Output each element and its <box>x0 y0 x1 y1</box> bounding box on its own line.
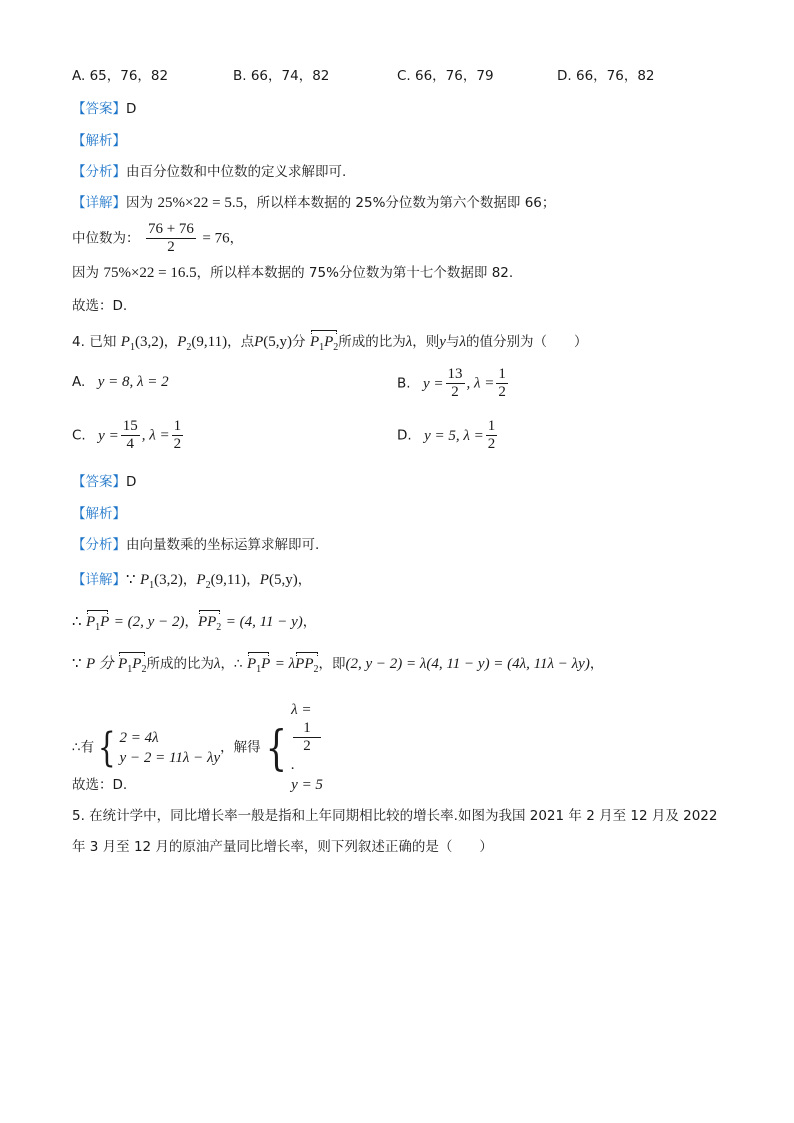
equation-system <box>120 728 221 768</box>
detail-text: 所成的比为 <box>146 656 214 672</box>
lambda-var: λ <box>405 334 413 350</box>
punct: ， <box>182 572 197 588</box>
detail-text: ，∴ <box>220 656 243 672</box>
vector-pp2: $PP_2$ <box>295 654 318 680</box>
stem-text: ，点 <box>227 334 255 350</box>
fraction-numerator: 15 <box>122 418 138 434</box>
q3-option-b: B. 66，74，82 <box>233 68 330 84</box>
fraction-numerator: 76 + 76 <box>147 221 194 237</box>
stem-text: 与 <box>445 334 460 350</box>
option-fraction <box>486 418 498 453</box>
option-fraction <box>172 418 184 453</box>
vector-value: = (4, 11 − y) <box>225 614 303 630</box>
fraction-denominator: 2 <box>167 239 175 255</box>
punct: ， <box>184 614 198 630</box>
q4-fenxi <box>72 535 319 555</box>
left-brace: { <box>265 719 287 776</box>
detail-text: ，所以样本数据的 25%分位数为第六个数据即 66； <box>243 195 556 211</box>
q4-detail-line1 <box>72 570 311 596</box>
therefore-you: ∴有 <box>72 739 95 756</box>
left-brace: { <box>97 724 116 771</box>
vector-p1p2: $P_1P_2$ <box>310 332 338 358</box>
q3-detail-line1 <box>72 193 555 213</box>
punct: ， <box>297 572 312 588</box>
vector-p1p: $P_1P$ <box>86 612 109 638</box>
q3-option-d: D. 66，76，82 <box>557 68 655 84</box>
point-p1: $P_1$ <box>140 572 155 591</box>
stem-text: ，则 <box>412 334 440 350</box>
y-var: y <box>439 334 446 350</box>
fenxi-tag: 【分析】 <box>72 164 126 180</box>
vector-value: = (2, y − 2) <box>113 614 185 630</box>
point-p1: $P_1$ <box>120 334 135 353</box>
lambda-var: λ <box>213 656 221 672</box>
lambda-var: λ <box>459 334 466 350</box>
option-expr: , λ = <box>141 427 170 444</box>
median-fraction <box>146 221 196 256</box>
fraction-numerator: 1 <box>173 418 182 434</box>
because-symbol: ∵ <box>126 572 136 588</box>
fraction-denominator: 2 <box>498 384 506 400</box>
q4-detail-line3 <box>72 654 603 680</box>
detail-text: ，即 <box>318 656 346 672</box>
q4-option-c <box>72 418 185 453</box>
equation-1: 2 = 4λ <box>119 729 159 746</box>
option-label: D. <box>397 427 412 444</box>
detail-tag: 【详解】 <box>72 195 126 211</box>
option-label: B. <box>397 375 411 392</box>
point-p2-coord: (9,11) <box>191 334 228 350</box>
option-expr: y = <box>98 427 119 444</box>
math-expr: = 76 <box>202 230 230 247</box>
option-expr: y = 5, λ = <box>424 427 484 444</box>
answer-value: D <box>126 101 137 117</box>
detail-tag: 【详解】 <box>72 572 126 588</box>
option-label: C. <box>72 427 86 444</box>
fraction-numerator: 1 <box>487 418 496 434</box>
detail-text: ，所以样本数据的 75%分位数为第十七个数据即 82. <box>196 265 514 281</box>
vector-p1p: $P_1P$ <box>247 654 270 680</box>
option-fraction <box>446 366 465 401</box>
q4-option-a <box>72 372 169 392</box>
stem-text: 所成的比为 <box>338 334 406 350</box>
option-label: A. <box>72 374 86 390</box>
punct: ， <box>229 230 244 247</box>
stem-text: 已知 <box>89 334 117 350</box>
option-fraction <box>496 366 508 401</box>
analysis-tag: 【解析】 <box>72 506 126 522</box>
q4-stem <box>72 332 587 358</box>
q3-median-line <box>72 221 243 256</box>
detail-text: P 分 <box>86 656 114 672</box>
q3-choose: 故选：D. <box>72 298 128 314</box>
fraction-denominator: 4 <box>126 436 134 452</box>
detail-text: ，解得 <box>220 739 261 756</box>
q4-option-d <box>397 418 499 453</box>
q3-option-a: A. 65，76，82 <box>72 68 169 84</box>
q5-stem-line2: 年 3 月至 12 月的原油产量同比增长率，则下列叙述正确的是（ ） <box>72 839 493 855</box>
q5-stem-line1: 5. 在统计学中，同比增长率一般是指和上年同期相比较的增长率.如图为我国 2021 年 2 月至 12 月及 2022 <box>72 808 718 824</box>
answer-tag: 【答案】 <box>72 101 126 117</box>
punct: ， <box>246 572 260 588</box>
option-expr: y = <box>423 375 444 392</box>
because-symbol: ∵ <box>72 656 82 672</box>
point-p2: $P_2$ <box>177 334 192 353</box>
math-expr: 75%×22 = 16.5 <box>103 265 197 281</box>
q3-detail-line3 <box>72 263 513 283</box>
point-p-coord: (5,y) <box>263 334 292 350</box>
option-fraction <box>121 418 140 453</box>
analysis-tag: 【解析】 <box>72 133 126 149</box>
point-p: P <box>254 334 264 350</box>
q3-answer <box>72 99 136 119</box>
q3-fenxi <box>72 162 346 182</box>
punct: ， <box>589 656 604 672</box>
answer-tag: 【答案】 <box>72 474 126 490</box>
point-p: P <box>259 572 269 588</box>
q3-analysis <box>72 131 126 151</box>
fraction-numerator: 1 <box>498 366 506 382</box>
punct: ， <box>302 614 317 630</box>
punct: ， <box>163 334 178 350</box>
stem-text: 的值分别为（ ） <box>465 334 588 350</box>
math-expr: (2, y − 2) = λ(4, 11 − y) = (4λ, 11λ − λy) <box>345 656 590 672</box>
q3-option-c: C. 66，76，79 <box>397 68 494 84</box>
option-expr: , λ = <box>466 375 495 392</box>
q4-detail-line2 <box>72 612 316 638</box>
vector-pp2: $PP_2$ <box>198 612 221 638</box>
detail-text: 因为 <box>72 265 99 281</box>
solution-lambda: λ = 1 2 . <box>291 700 323 775</box>
q4-analysis <box>72 504 126 524</box>
median-label: 中位数为： <box>72 230 140 247</box>
q4-answer <box>72 472 136 492</box>
q4-option-b <box>397 366 510 401</box>
fraction-denominator: 2 <box>487 436 496 452</box>
therefore-symbol: ∴ <box>72 614 82 630</box>
fenxi-text: 由百分位数和中位数的定义求解即可. <box>126 164 347 180</box>
fenxi-text: 由向量数乘的坐标运算求解即可. <box>126 537 320 553</box>
point-p1-coord: (3,2) <box>134 334 164 350</box>
q4-choose: 故选：D. <box>72 777 128 793</box>
option-expr: y = 8, λ = 2 <box>97 374 169 390</box>
solution-y: y = 5 <box>291 777 323 793</box>
math-expr: = λ <box>274 656 296 672</box>
solution-system <box>291 700 323 795</box>
equation-2: y − 2 = 11λ − λy <box>119 749 221 766</box>
vector-p1p2: $P_1P_2$ <box>118 654 146 680</box>
point-p2-coord: (9,11) <box>210 572 247 588</box>
fraction-numerator: 13 <box>447 366 463 382</box>
point-p2: $P_2$ <box>196 572 211 591</box>
math-expr: 25%×22 = 5.5 <box>157 195 244 211</box>
answer-value: D <box>126 474 137 490</box>
fraction-denominator: 2 <box>173 436 182 452</box>
point-p-coord: (5,y) <box>268 572 298 588</box>
fraction-denominator: 2 <box>451 384 459 400</box>
stem-text: 分 <box>292 334 306 350</box>
question-number: 4. <box>72 334 85 350</box>
fenxi-tag: 【分析】 <box>72 537 126 553</box>
detail-text: 因为 <box>126 195 153 211</box>
point-p1-coord: (3,2) <box>154 572 183 588</box>
